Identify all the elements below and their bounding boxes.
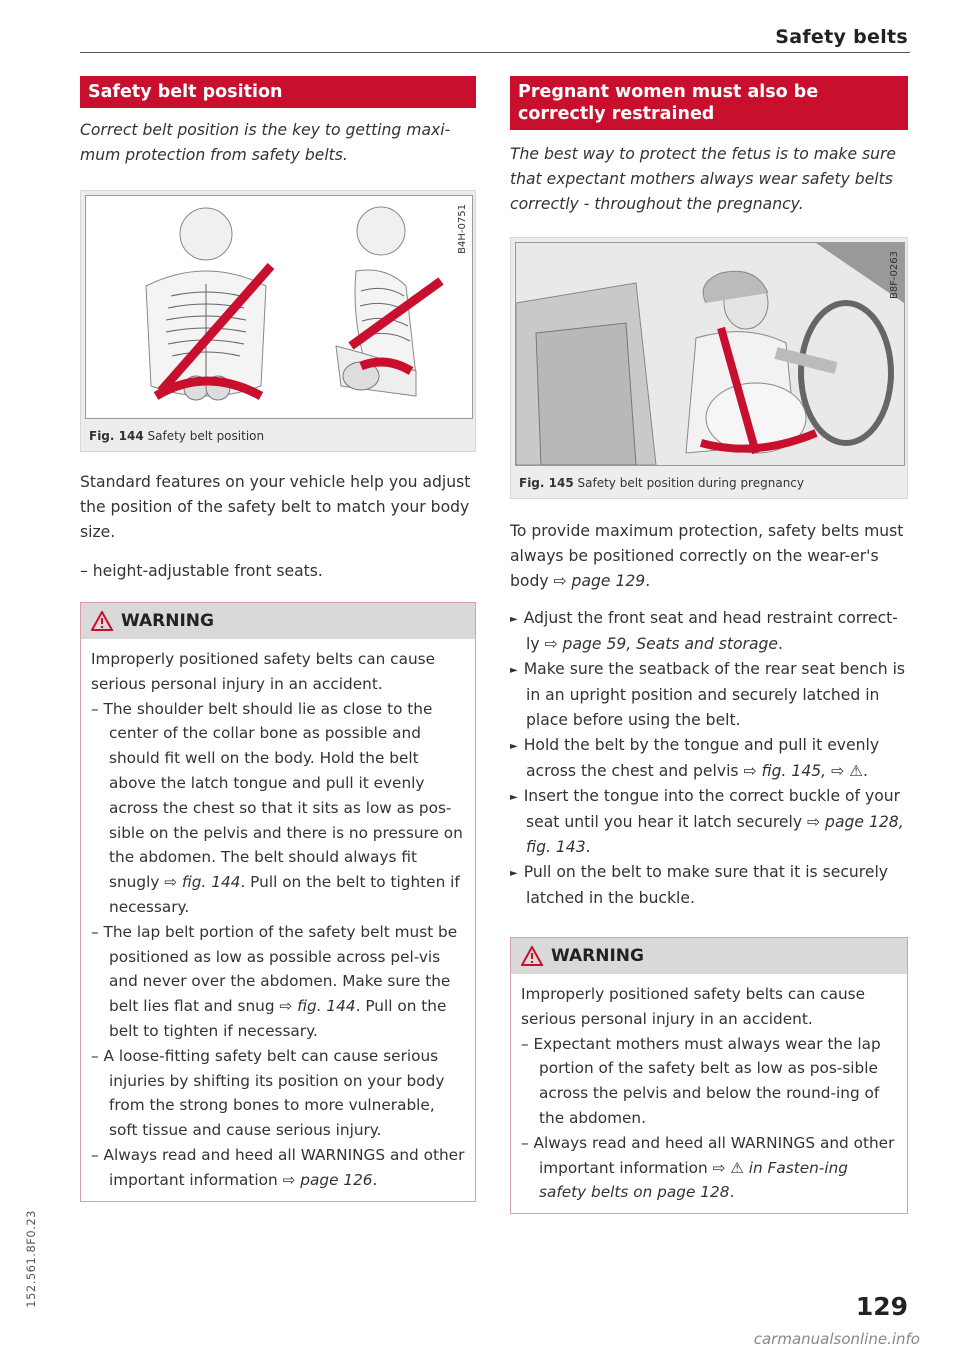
warning-item: – The shoulder belt should lie as close to the center of the collar bone as possible and should fit well on the body. Hold the belt above the latch tongue and pull it evenly across the chest so that it sits as low as pos-sible on the pelvis and there is no pressure on the abdomen. The belt should always fit snugly ⇨ fig. 144. Pull on the belt to tighten if necessary. bbox=[91, 699, 463, 916]
figure-145-code: B8F-0263 bbox=[889, 251, 900, 300]
bullet-triangle-icon: ► bbox=[510, 614, 518, 625]
figure-144-caption bbox=[81, 423, 475, 451]
step-item: ► Pull on the belt to make sure that it is securely latched in the buckle. bbox=[510, 863, 889, 907]
figure-145-caption-text: Safety belt position during pregnancy bbox=[577, 476, 804, 490]
cross-ref[interactable]: ⇨ page 126 bbox=[282, 1170, 373, 1189]
warning-body-left bbox=[81, 639, 475, 1201]
warning-triangle-icon bbox=[91, 611, 113, 631]
cross-ref[interactable]: ⇨ fig. 145, ⇨ ⚠ bbox=[743, 762, 863, 780]
warning-header-right bbox=[511, 938, 907, 974]
cross-ref[interactable]: ⇨ fig. 144 bbox=[164, 873, 241, 892]
warning-item: – Always read and heed all WARNINGS and other important information ⇨ ⚠ in Fasten-ing safety belts on page 128. bbox=[521, 1133, 895, 1202]
warning-body-right bbox=[511, 974, 907, 1213]
warning-item: – Always read and heed all WARNINGS and other important information ⇨ page 126. bbox=[91, 1145, 465, 1189]
figure-144-code: B4H-0751 bbox=[457, 204, 468, 254]
skeleton-illustration bbox=[86, 196, 472, 418]
step-item: ► Adjust the front seat and head restraint correct-ly ⇨ page 59, Seats and storage. bbox=[510, 609, 898, 653]
warning-item: – Expectant mothers must always wear the lap portion of the safety belt as low as pos-sible across the pelvis and below the round-ing of the abdomen. bbox=[521, 1034, 881, 1127]
warning-item: – A loose-fitting safety belt can cause serious injuries by shifting its position on your body from the strong bones to more vulnerable, soft tissue and cause serious injury. bbox=[91, 1046, 445, 1140]
warning-header-left bbox=[81, 603, 475, 639]
bullet-triangle-icon: ► bbox=[510, 741, 518, 752]
dash-item: – height-adjustable front seats. bbox=[80, 562, 323, 580]
header-rule bbox=[80, 52, 910, 53]
intro-belt-position: Correct belt position is the key to getting maxi-mum protection from safety belts. bbox=[80, 121, 451, 164]
bullet-triangle-icon: ► bbox=[510, 665, 518, 676]
figure-144 bbox=[80, 190, 476, 452]
figure-144-caption-text: Safety belt position bbox=[147, 429, 265, 443]
side-document-code: 152.561.8F0.23 bbox=[24, 1210, 38, 1308]
figure-145-label: Fig. 145 bbox=[519, 476, 574, 490]
watermark: carmanualsonline.info bbox=[753, 1330, 920, 1348]
cross-ref[interactable]: ⇨ page 129 bbox=[553, 572, 646, 590]
cross-ref[interactable]: ⇨ page 128, fig. 143 bbox=[526, 813, 904, 856]
left-column bbox=[80, 76, 476, 1202]
pregnant-driver-illustration bbox=[516, 243, 904, 465]
right-column bbox=[510, 76, 908, 1214]
warning-box-right bbox=[510, 937, 908, 1214]
figure-145-image bbox=[515, 242, 905, 466]
running-header: Safety belts bbox=[775, 26, 908, 48]
figure-145 bbox=[510, 237, 908, 499]
section-heading-belt-position: Safety belt position bbox=[80, 76, 476, 108]
warning-title-left: WARNING bbox=[121, 611, 214, 631]
cross-ref[interactable]: ⇨ page 59, Seats and storage bbox=[544, 635, 778, 653]
cross-ref[interactable]: ⇨ ⚠ in Fasten-ing safety belts on page 128 bbox=[539, 1158, 848, 1202]
page-number: 129 bbox=[855, 1292, 908, 1321]
step-item: ► Insert the tongue into the correct buckle of your seat until you hear it latch securely ⇨ page 128, fig. 143. bbox=[510, 787, 904, 856]
warning-lead-right: Improperly positioned safety belts can cause serious personal injury in an accident. bbox=[521, 985, 866, 1028]
warning-item: – The lap belt portion of the safety belt must be positioned as low as possible across pel-vis and never over the abdomen. Make sure the belt lies flat and snug ⇨ fig. 144. Pull on the belt to tighten if necessary. bbox=[91, 922, 458, 1040]
warning-lead-left: Improperly positioned safety belts can cause serious personal injury in an accident. bbox=[91, 650, 436, 693]
body-paragraph: Standard features on your vehicle help you adjust the position of the safety belt to match your body size. bbox=[80, 473, 471, 541]
cross-ref[interactable]: ⇨ fig. 144 bbox=[279, 997, 356, 1016]
figure-145-caption bbox=[511, 470, 907, 498]
bullet-triangle-icon: ► bbox=[510, 792, 518, 803]
bullet-triangle-icon: ► bbox=[510, 868, 518, 879]
steps-list bbox=[510, 606, 908, 911]
intro-pregnant: The best way to protect the fetus is to make sure that expectant mothers always wear safety belts correctly - throughout the pregnancy. bbox=[510, 145, 897, 213]
figure-144-label: Fig. 144 bbox=[89, 429, 144, 443]
step-item: ► Make sure the seatback of the rear seat bench is in an upright position and securely latched in place before using the belt. bbox=[510, 660, 906, 729]
warning-box-left bbox=[80, 602, 476, 1202]
warning-title-right: WARNING bbox=[551, 946, 644, 966]
section-heading-pregnant: Pregnant women must also be correctly restrained bbox=[510, 76, 908, 130]
warning-triangle-icon bbox=[521, 946, 543, 966]
figure-144-image bbox=[85, 195, 473, 419]
body-paragraph-right: To provide maximum protection, safety belts must always be positioned correctly on the wear-er's body ⇨ page 129. bbox=[510, 522, 904, 590]
step-item: ► Hold the belt by the tongue and pull it evenly across the chest and pelvis ⇨ fig. 145, ⇨ ⚠. bbox=[510, 736, 880, 780]
